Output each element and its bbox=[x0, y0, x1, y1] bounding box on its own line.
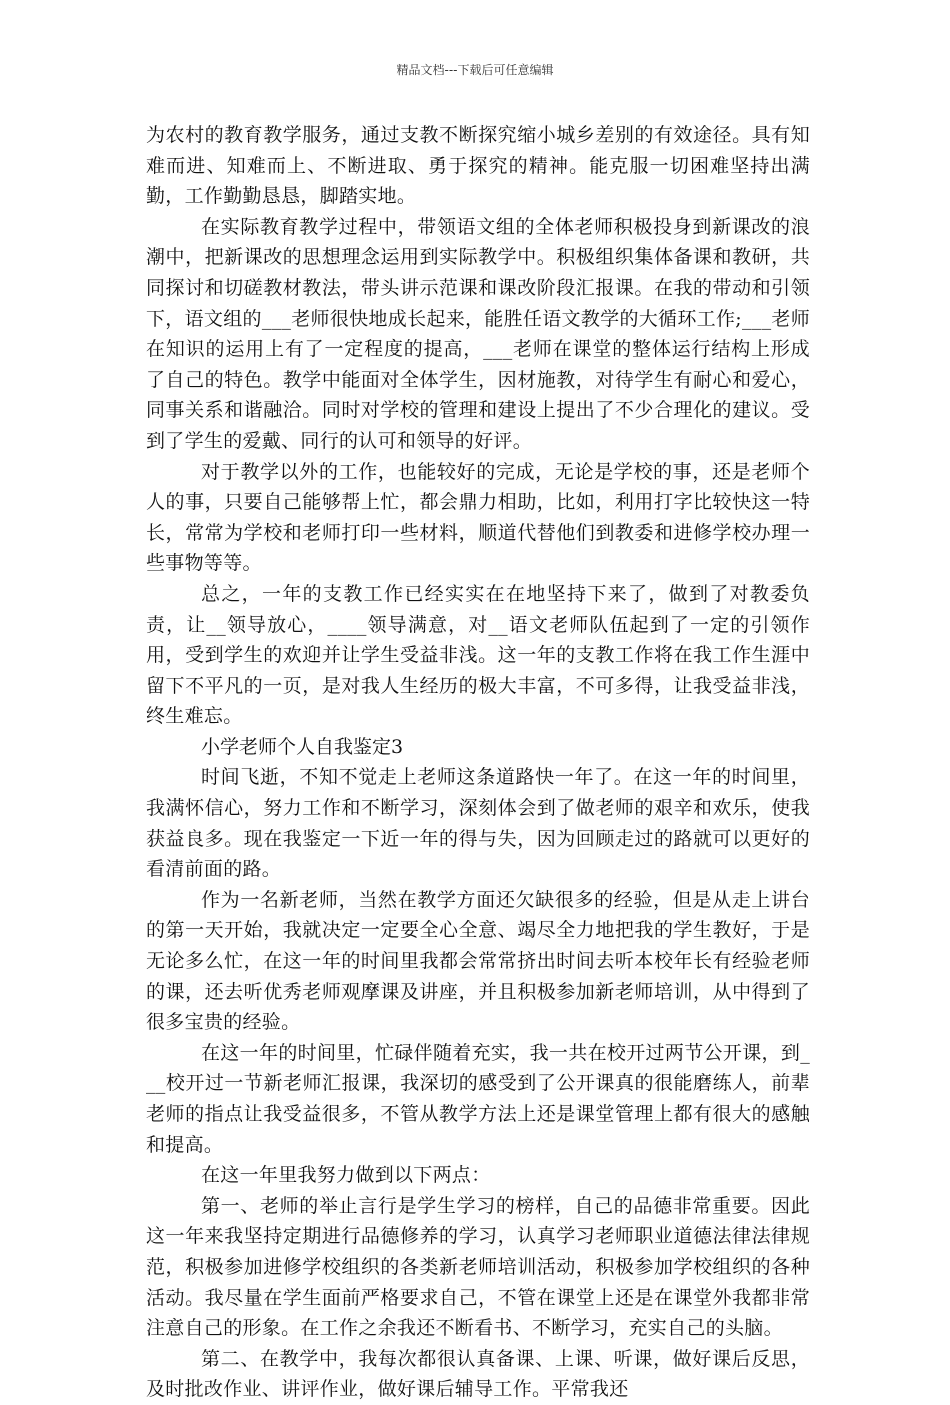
paragraph-point-two: 第二、在教学中，我每次都很认真备课、上课、听课，做好课后反思，及时批改作业、讲评作业，做好课后辅导工作。平常我还 bbox=[146, 1347, 810, 1401]
page-header: 精品文档---下载后可任意编辑 bbox=[396, 63, 554, 77]
paragraph-time-flies: 时间飞逝，不知不觉走上老师这条道路快一年了。在这一年的时间里，我满怀信心，努力工作和不断学习，深刻体会到了做老师的艰辛和欢乐，使我获益良多。现在我鉴定一下近一年的得与失，因为回顾走过的路就可以更好的看清前面的路。 bbox=[146, 766, 810, 881]
paragraph-rural-education: 为农村的教育教学服务，通过支教不断探究缩小城乡差别的有效途径。具有知难而进、知难而上、不断进取、勇于探究的精神。能克服一切困难坚持出满勤，工作勤勤恳恳，脚踏实地。 bbox=[146, 124, 810, 208]
section-title: 小学老师个人自我鉴定3 bbox=[201, 735, 404, 758]
paragraph-two-points-intro: 在这一年里我努力做到以下两点： bbox=[201, 1164, 491, 1187]
paragraph-teaching-practice: 在实际教育教学过程中，带领语文组的全体老师积极投身到新课改的浪潮中，把新课改的思想理念运用到实际教学中。积极组织集体备课和教研，共同探讨和切磋教材教法，带头讲示范课和课改阶段汇报课。在我的带动和引领下，语文组的___老师很快地成长起来，能胜任语文教学的大循环工作;___老师在知识的运用上有了一定程度的提高，___老师在课堂的整体运行结构上形成了自己的特色。教学中能面对全体学生，因材施教，对待学生有耐心和爱心，同事关系和谐融洽。同时对学校的管理和建设上提出了不少合理化的建议。受到了学生的爱戴、同行的认可和领导的好评。 bbox=[146, 215, 810, 452]
paragraph-open-classes: 在这一年的时间里，忙碌伴随着充实，我一共在校开过两节公开课，到___校开过一节新老师汇报课，我深切的感受到了公开课真的很能磨练人，前辈老师的指点让我受益很多，不管从教学方法上还是课堂管理上都有很大的感触和提高。 bbox=[146, 1041, 810, 1156]
paragraph-new-teacher: 作为一名新老师，当然在教学方面还欠缺很多的经验，但是从走上讲台的第一天开始，我就决定一定要全心全意、竭尽全力地把我的学生教好，于是无论多么忙，在这一年的时间里我都会常常挤出时间去听本校年长有经验老师的课，还去听优秀老师观摩课及讲座，并且积极参加新老师培训，从中得到了很多宝贵的经验。 bbox=[146, 888, 810, 1034]
document-body bbox=[146, 120, 810, 1405]
paragraph-other-work: 对于教学以外的工作，也能较好的完成，无论是学校的事，还是老师个人的事，只要自己能够帮上忙，都会鼎力相助，比如，利用打字比较快这一特长，常常为学校和老师打印一些材料，顺道代替他们到教委和进修学校办理一些事物等等。 bbox=[146, 460, 810, 575]
paragraph-point-one: 第一、老师的举止言行是学生学习的榜样，自己的品德非常重要。因此这一年来我坚持定期进行品德修养的学习，认真学习老师职业道德法律法律规范，积极参加进修学校组织的各类新老师培训活动，积极参加学校组织的各种活动。我尽量在学生面前严格要求自己，不管在课堂上还是在课堂外我都非常注意自己的形象。在工作之余我还不断看书、不断学习，充实自己的头脑。 bbox=[146, 1194, 810, 1340]
paragraph-summary: 总之，一年的支教工作已经实实在在地坚持下来了，做到了对教委负责，让__领导放心，____领导满意，对__语文老师队伍起到了一定的引领作用，受到学生的欢迎并让学生受益非浅。这一年的支教工作将在我工作生涯中留下不平凡的一页，是对我人生经历的极大丰富，不可多得，让我受益非浅，终生难忘。 bbox=[146, 582, 810, 728]
